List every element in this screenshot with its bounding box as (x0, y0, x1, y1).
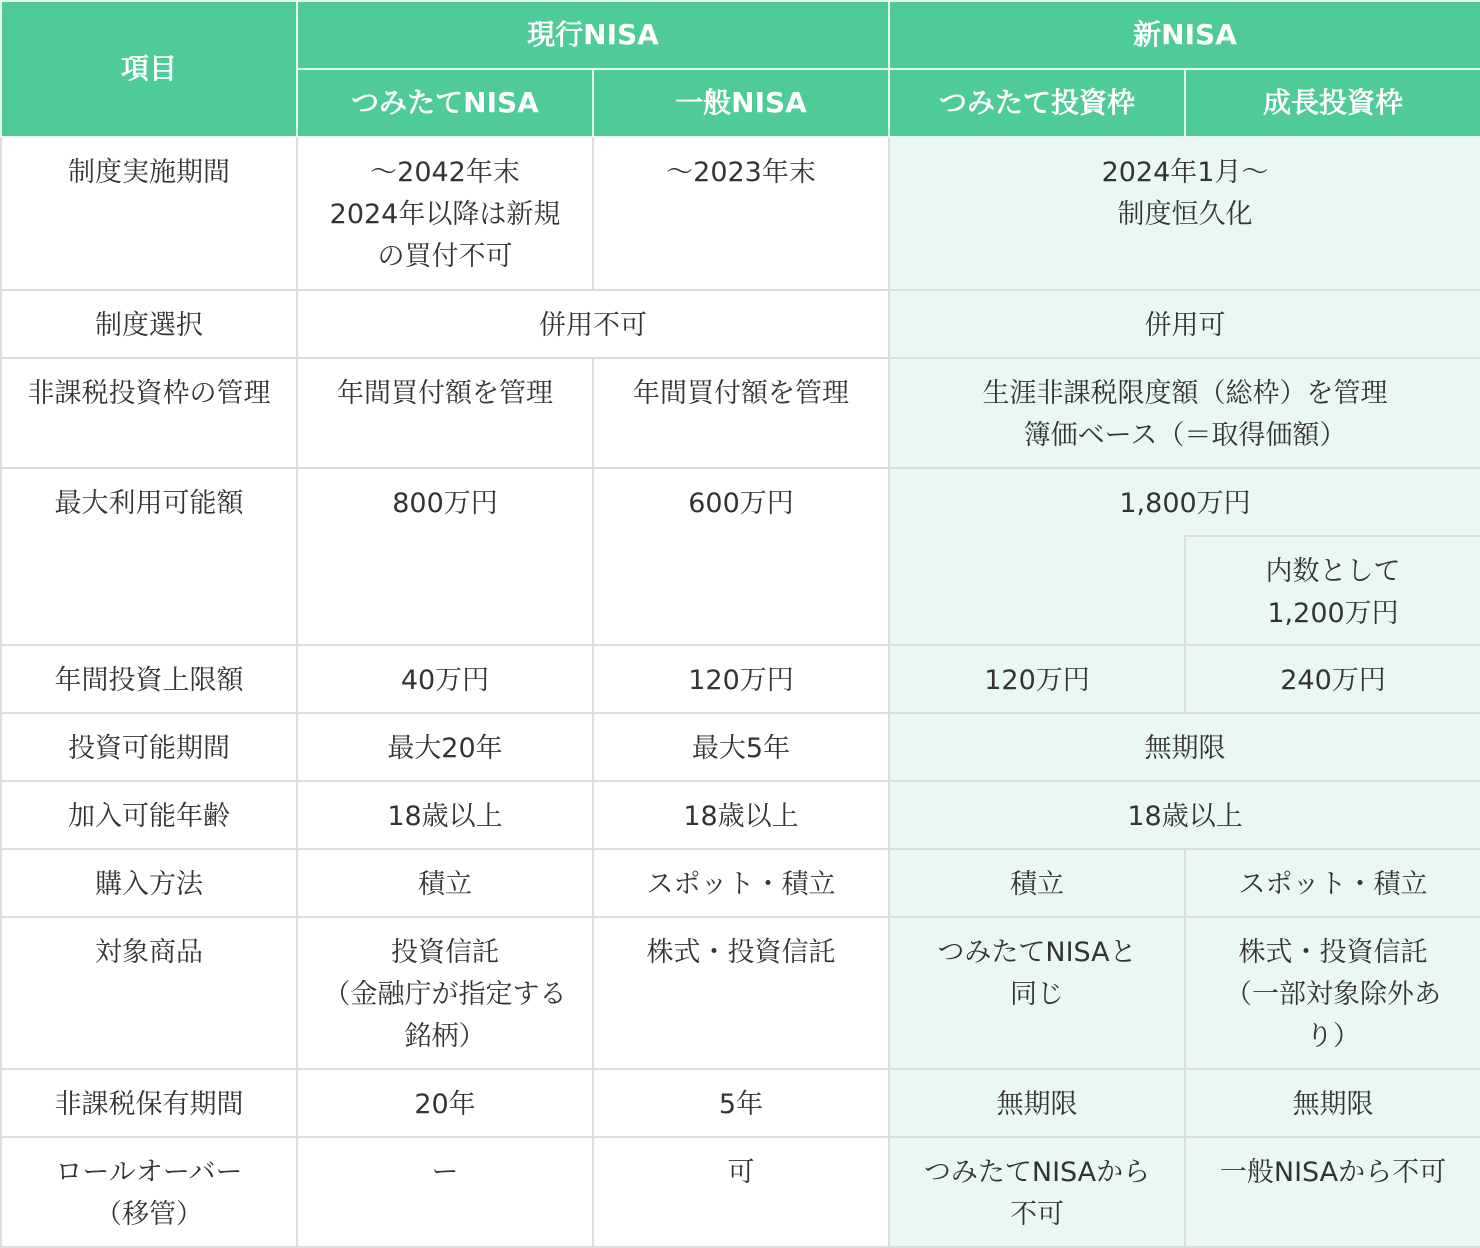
cell-tsumitate-waku (889, 917, 1185, 1069)
cell-line: 簿価ベース（＝取得価額） (1023, 420, 1347, 451)
row-label: 非課税保有期間 (1, 1069, 297, 1137)
row-label: 制度実施期間 (1, 137, 297, 290)
row-label: 対象商品 (1, 917, 297, 1069)
cell-tsumitate (297, 137, 593, 290)
row-annual-limit (1, 645, 1480, 713)
cell-ippan: 最大5年 (593, 713, 889, 781)
row-label: 購入方法 (1, 849, 297, 917)
cell-tsumitate (297, 917, 593, 1069)
cell-new-nisa: 1,800万円 (889, 468, 1480, 536)
cell-line: 内数として (1265, 556, 1401, 587)
cell-seicho-waku: 一般NISAから不可 (1185, 1137, 1480, 1247)
cell-line: 〜2042年末 (370, 157, 520, 188)
row-age (1, 781, 1480, 849)
row-products (1, 917, 1480, 1069)
cell-line: 1,200万円 (1267, 598, 1399, 629)
row-management (1, 358, 1480, 468)
cell-line: 2024年1月〜 (1101, 157, 1269, 188)
header-current-nisa: 現行NISA (297, 1, 889, 69)
row-method (1, 849, 1480, 917)
cell-line: つみたてNISAから (923, 1157, 1151, 1188)
cell-tsumitate: ー (297, 1137, 593, 1247)
header-new-nisa: 新NISA (889, 1, 1480, 69)
cell-line: （一部対象除外あ (1225, 979, 1442, 1010)
cell-new-nisa: 18歳以上 (889, 781, 1480, 849)
header-row-1 (1, 1, 1480, 69)
row-holding (1, 1069, 1480, 1137)
cell-line: り） (1306, 1021, 1361, 1052)
cell-tsumitate-waku: 積立 (889, 849, 1185, 917)
cell-line: 2024年以降は新規 (329, 199, 561, 230)
cell-new-nisa (889, 358, 1480, 468)
header-tsumitate-waku: つみたて投資枠 (889, 69, 1185, 137)
cell-line: （金融庁が指定する (323, 979, 567, 1010)
row-label: 投資可能期間 (1, 713, 297, 781)
cell-current: 併用不可 (297, 290, 889, 358)
row-rollover (1, 1137, 1480, 1247)
cell-ippan: スポット・積立 (593, 849, 889, 917)
cell-tsumitate-waku: 無期限 (889, 1069, 1185, 1137)
cell-tsumitate-waku: 120万円 (889, 645, 1185, 713)
cell-tsumitate: 18歳以上 (297, 781, 593, 849)
cell-line: 銘柄） (404, 1021, 486, 1052)
cell-line: ロールオーバー (55, 1157, 243, 1188)
cell-tsumitate: 40万円 (297, 645, 593, 713)
row-label (1, 1137, 297, 1247)
row-label: 非課税投資枠の管理 (1, 358, 297, 468)
cell-new-nisa: 無期限 (889, 713, 1480, 781)
cell-ippan: 120万円 (593, 645, 889, 713)
row-selection (1, 290, 1480, 358)
cell-ippan: 600万円 (593, 468, 889, 645)
cell-line: 生涯非課税限度額（総枠）を管理 (982, 378, 1388, 409)
cell-new-nisa: 併用可 (889, 290, 1480, 358)
cell-line: 不可 (1010, 1199, 1065, 1230)
cell-tsumitate: 積立 (297, 849, 593, 917)
cell-tsumitate-waku (889, 1137, 1185, 1247)
cell-seicho-waku: スポット・積立 (1185, 849, 1480, 917)
cell-seicho-waku: 無期限 (1185, 1069, 1480, 1137)
cell-tsumitate: 年間買付額を管理 (297, 358, 593, 468)
header-item: 項目 (1, 1, 297, 137)
cell-line: の買付不可 (377, 241, 513, 272)
cell-tsumitate: 20年 (297, 1069, 593, 1137)
row-label: 最大利用可能額 (1, 468, 297, 645)
header-tsumitate-nisa: つみたてNISA (297, 69, 593, 137)
row-label: 制度選択 (1, 290, 297, 358)
row-invest-period (1, 713, 1480, 781)
cell-tsumitate: 最大20年 (297, 713, 593, 781)
cell-tsumitate: 800万円 (297, 468, 593, 645)
cell-ippan: 〜2023年末 (593, 137, 889, 290)
cell-ippan: 18歳以上 (593, 781, 889, 849)
cell-line: （移管） (95, 1199, 203, 1230)
cell-seicho-waku (1185, 917, 1480, 1069)
row-label: 加入可能年齢 (1, 781, 297, 849)
cell-seicho-waku (1185, 536, 1480, 645)
cell-new-nisa (889, 137, 1480, 290)
cell-ippan: 株式・投資信託 (593, 917, 889, 1069)
cell-line: 株式・投資信託 (1238, 937, 1428, 968)
cell-ippan: 年間買付額を管理 (593, 358, 889, 468)
cell-ippan: 5年 (593, 1069, 889, 1137)
header-ippan-nisa: 一般NISA (593, 69, 889, 137)
cell-line: つみたてNISAと (937, 937, 1137, 968)
cell-seicho-waku: 240万円 (1185, 645, 1480, 713)
cell-tsumitate-waku-empty (889, 536, 1185, 645)
row-max-amount (1, 468, 1480, 536)
row-period (1, 137, 1480, 290)
header-seicho-waku: 成長投資枠 (1185, 69, 1480, 137)
cell-line: 制度恒久化 (1117, 199, 1253, 230)
cell-ippan: 可 (593, 1137, 889, 1247)
row-label: 年間投資上限額 (1, 645, 297, 713)
cell-line: 投資信託 (391, 937, 499, 968)
cell-line: 同じ (1010, 979, 1065, 1010)
